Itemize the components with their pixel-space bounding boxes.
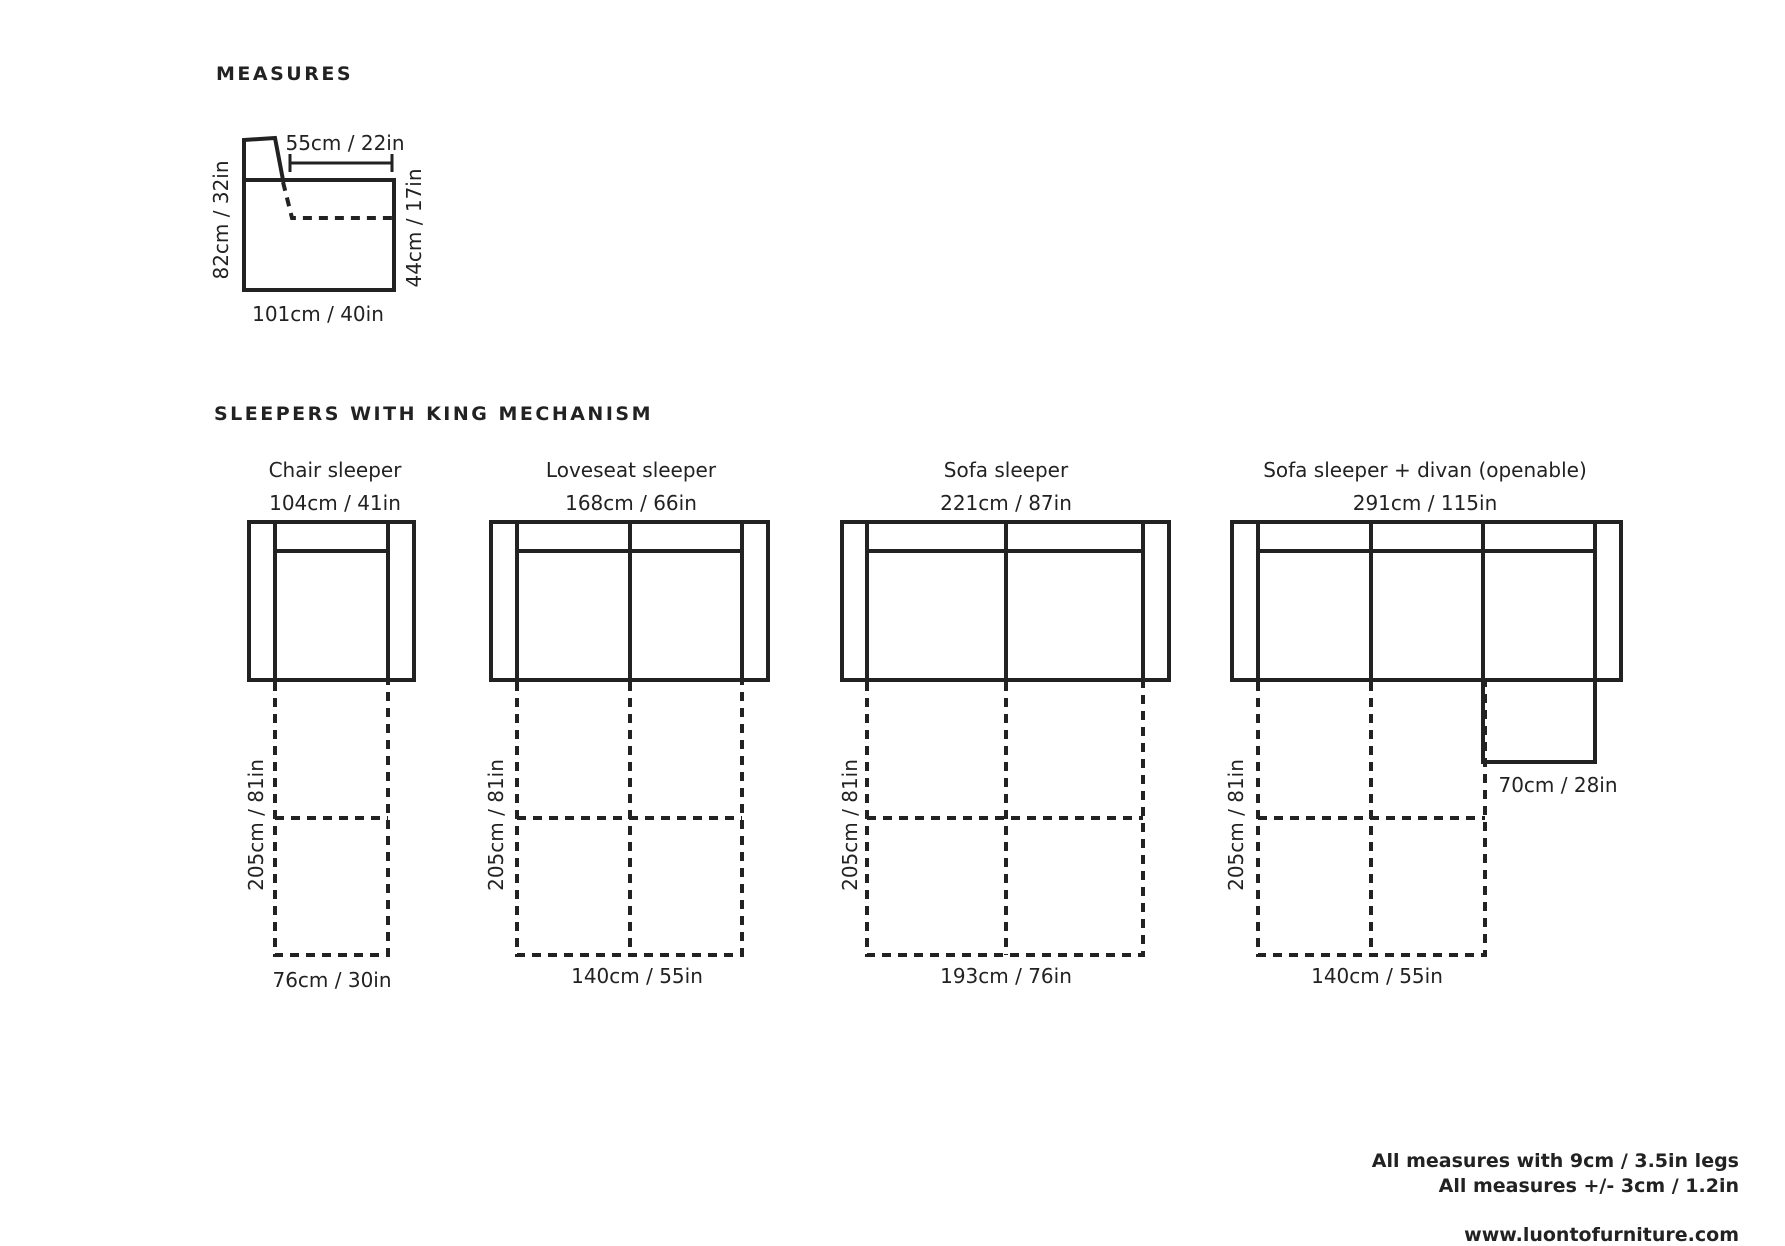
chair-sleeper-diagram	[244, 458, 414, 992]
sofa-sleeper-width: 221cm / 87in	[940, 491, 1072, 515]
divan-sleeper-name: Sofa sleeper + divan (openable)	[1263, 458, 1587, 482]
loveseat-sleeper-width: 168cm / 66in	[565, 491, 697, 515]
sofa-sleeper-bed-length: 205cm / 81in	[838, 759, 862, 891]
side-profile-diagram	[209, 131, 426, 326]
loveseat-sleeper-bed-width: 140cm / 55in	[571, 964, 703, 988]
depth-label: 101cm / 40in	[252, 302, 384, 326]
measures-heading: MEASURES	[216, 63, 353, 85]
divan-sleeper-diagram	[1224, 458, 1621, 988]
seat-height-label: 44cm / 17in	[402, 168, 426, 288]
chair-sleeper-bed-length: 205cm / 81in	[244, 759, 268, 891]
divan-sleeper-bed-width: 140cm / 55in	[1311, 964, 1443, 988]
seat-depth-label: 55cm / 22in	[285, 131, 405, 155]
side-profile-outline	[244, 138, 394, 290]
divan-sleeper-frame	[1232, 522, 1621, 680]
sofa-sleeper-diagram	[838, 458, 1169, 988]
height-label: 82cm / 32in	[209, 160, 233, 280]
legs-note: All measures with 9cm / 3.5in legs	[1371, 1150, 1739, 1172]
divan-sleeper-width: 291cm / 115in	[1352, 491, 1498, 515]
sofa-sleeper-bed-width: 193cm / 76in	[940, 964, 1072, 988]
chair-sleeper-bed-width: 76cm / 30in	[272, 968, 392, 992]
chair-sleeper-name: Chair sleeper	[268, 458, 402, 482]
seat-cushion-line	[283, 182, 394, 218]
divan-depth-label: 70cm / 28in	[1498, 773, 1618, 797]
loveseat-sleeper-name: Loveseat sleeper	[545, 458, 717, 482]
divan-sleeper-bed-length: 205cm / 81in	[1224, 759, 1248, 891]
divan-chaise-outline	[1483, 680, 1595, 762]
loveseat-sleeper-bed-length: 205cm / 81in	[484, 759, 508, 891]
website-url: www.luontofurniture.com	[1464, 1224, 1739, 1246]
tolerance-note: All measures +/- 3cm / 1.2in	[1438, 1175, 1739, 1197]
sleepers-heading: SLEEPERS WITH KING MECHANISM	[214, 403, 653, 425]
sofa-sleeper-name: Sofa sleeper	[943, 458, 1069, 482]
chair-sleeper-width: 104cm / 41in	[269, 491, 401, 515]
loveseat-sleeper-diagram	[484, 458, 768, 988]
